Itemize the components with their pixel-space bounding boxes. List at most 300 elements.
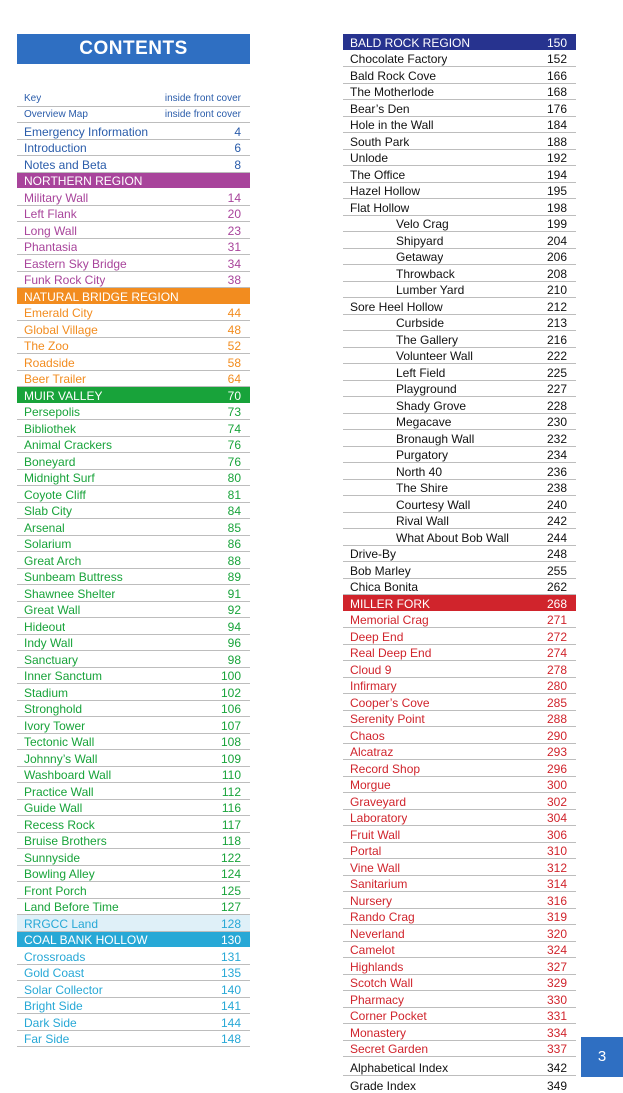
toc-entry-title: Drive-By (350, 547, 396, 561)
toc-entry-page: 262 (547, 580, 567, 594)
toc-entry[interactable] (343, 1024, 576, 1041)
toc-entry-title: Corner Pocket (350, 1009, 427, 1023)
toc-entry-title: Crossroads (24, 950, 85, 964)
toc-entry-page: 4 (234, 125, 241, 139)
toc-entry[interactable] (343, 430, 576, 447)
toc-entry-title: Alcatraz (350, 745, 393, 759)
toc-entry-title: The Shire (350, 481, 448, 495)
toc-entry-title: Recess Rock (24, 818, 95, 832)
toc-entry-title: RRGCC Land (24, 917, 98, 931)
toc-entry[interactable] (343, 331, 576, 348)
toc-entry[interactable] (343, 397, 576, 414)
toc-entry-title: Dark Side (24, 1016, 77, 1030)
toc-entry-title: Coyote Cliff (24, 488, 86, 502)
toc-entry-page: 34 (228, 257, 241, 271)
toc-entry-page: 204 (547, 234, 567, 248)
toc-entry-page: 238 (547, 481, 567, 495)
toc-entry-title: Far Side (24, 1032, 69, 1046)
toc-entry-page: 81 (228, 488, 241, 502)
toc-entry-page: 330 (547, 993, 567, 1007)
toc-entry[interactable] (17, 684, 250, 701)
toc-entry[interactable] (17, 635, 250, 652)
toc-entry-page: 206 (547, 250, 567, 264)
toc-entry-title: Getaway (350, 250, 443, 264)
toc-section-header[interactable] (17, 387, 250, 404)
toc-entry-page: 102 (221, 686, 241, 700)
toc-entry[interactable] (343, 760, 576, 777)
toc-entry[interactable] (343, 216, 576, 233)
toc-section-header[interactable] (17, 932, 250, 949)
toc-entry-page: 236 (547, 465, 567, 479)
toc-entry[interactable] (17, 734, 250, 751)
toc-entry-page: 324 (547, 943, 567, 957)
toc-entry-title: Secret Garden (350, 1042, 428, 1056)
toc-entry-page: 319 (547, 910, 567, 924)
toc-entry-title: Real Deep End (350, 646, 431, 660)
toc-entry-page: 329 (547, 976, 567, 990)
left-column (17, 34, 250, 1047)
toc-entry-title: Land Before Time (24, 900, 119, 914)
toc-entry[interactable] (17, 783, 250, 800)
toc-entry-page: 150 (547, 36, 567, 50)
toc-entry[interactable] (343, 645, 576, 662)
toc-entry[interactable] (17, 123, 250, 140)
toc-entry-title: Midnight Surf (24, 471, 95, 485)
toc-entry-title: Scotch Wall (350, 976, 413, 990)
toc-entry[interactable] (343, 298, 576, 315)
toc-entry[interactable] (343, 777, 576, 794)
toc-entry[interactable] (343, 282, 576, 299)
page-number-badge: 3 (581, 1037, 623, 1077)
toc-entry[interactable] (343, 348, 576, 365)
toc-entry-page: 192 (547, 151, 567, 165)
toc-entry-page: 288 (547, 712, 567, 726)
toc-section-header[interactable] (343, 595, 576, 612)
toc-entry-title: Phantasia (24, 240, 77, 254)
toc-entry[interactable] (343, 529, 576, 546)
toc-entry[interactable] (17, 140, 250, 157)
toc-entry-title: North 40 (350, 465, 442, 479)
toc-entry[interactable] (343, 612, 576, 629)
toc-entry-page: 268 (547, 597, 567, 611)
toc-entry-title: The Office (350, 168, 405, 182)
toc-entry[interactable] (343, 859, 576, 876)
toc-entry[interactable] (17, 1031, 250, 1048)
toc-entry-title: Chocolate Factory (350, 52, 447, 66)
toc-entry-page: 74 (228, 422, 241, 436)
toc-entry-page: 255 (547, 564, 567, 578)
toc-entry[interactable] (17, 602, 250, 619)
toc-entry-title: Cloud 9 (350, 663, 391, 677)
toc-entry-page: 92 (228, 603, 241, 617)
toc-entry-page: 293 (547, 745, 567, 759)
toc-entry[interactable] (343, 711, 576, 728)
toc-list-left (17, 90, 250, 1047)
toc-entry[interactable] (343, 364, 576, 381)
toc-entry[interactable] (343, 925, 576, 942)
toc-entry-page: 216 (547, 333, 567, 347)
toc-entry[interactable] (343, 150, 576, 167)
toc-entry-title: Inner Sanctum (24, 669, 102, 683)
toc-entry[interactable] (17, 618, 250, 635)
toc-entry[interactable] (17, 882, 250, 899)
toc-entry-title: Notes and Beta (24, 158, 107, 172)
toc-entry-page: 306 (547, 828, 567, 842)
toc-entry-title: Volunteer Wall (350, 349, 473, 363)
toc-entry-page: 342 (547, 1061, 567, 1075)
toc-entry-title: Flat Hollow (350, 201, 409, 215)
toc-entry[interactable] (17, 1014, 250, 1031)
toc-entry-title: Purgatory (350, 448, 448, 462)
toc-entry[interactable] (343, 579, 576, 596)
toc-entry[interactable] (17, 536, 250, 553)
toc-entry-title: Ivory Tower (24, 719, 85, 733)
toc-entry[interactable] (17, 965, 250, 982)
toc-entry-title: Bowling Alley (24, 867, 95, 881)
toc-entry[interactable] (343, 117, 576, 134)
toc-entry[interactable] (17, 767, 250, 784)
toc-entry[interactable] (17, 668, 250, 685)
toc-entry-page: 168 (547, 85, 567, 99)
toc-entry[interactable] (17, 569, 250, 586)
toc-entry[interactable] (343, 480, 576, 497)
toc-entry-title: MILLER FORK (350, 597, 430, 611)
toc-entry[interactable] (17, 503, 250, 520)
toc-entry[interactable] (343, 810, 576, 827)
toc-entry-page: 76 (228, 438, 241, 452)
toc-entry[interactable] (17, 371, 250, 388)
toc-entry-page: 296 (547, 762, 567, 776)
toc-entry-page: 117 (222, 818, 241, 832)
toc-entry-page: 85 (228, 521, 241, 535)
toc-entry-title: Sunbeam Buttress (24, 570, 123, 584)
toc-entry[interactable] (17, 701, 250, 718)
toc-entry-title: Laboratory (350, 811, 407, 825)
toc-entry-title: Lumber Yard (350, 283, 464, 297)
toc-entry-page: 94 (228, 620, 241, 634)
toc-entry-page: 152 (547, 52, 567, 66)
toc-entry-page: 222 (547, 349, 567, 363)
toc-entry[interactable] (343, 1008, 576, 1025)
toc-entry[interactable] (343, 562, 576, 579)
toc-entry-page: 38 (228, 273, 241, 287)
toc-entry[interactable] (343, 414, 576, 431)
toc-section-header[interactable] (17, 288, 250, 305)
toc-entry[interactable] (343, 51, 576, 68)
toc-entry-title: Vine Wall (350, 861, 400, 875)
toc-entry-page: inside front cover (165, 92, 241, 106)
toc-entry[interactable] (343, 381, 576, 398)
toc-entry-title: Shipyard (350, 234, 443, 248)
toc-entry-title: Introduction (24, 141, 87, 155)
toc-entry[interactable] (343, 265, 576, 282)
toc-entry[interactable] (17, 453, 250, 470)
toc-entry-title: Infirmary (350, 679, 397, 693)
toc-entry-title: BALD ROCK REGION (350, 36, 470, 50)
toc-entry-title: Unlode (350, 151, 388, 165)
contents-title: CONTENTS (17, 34, 250, 64)
toc-entry[interactable] (17, 981, 250, 998)
toc-entry[interactable] (343, 744, 576, 761)
toc-entry[interactable] (17, 915, 250, 932)
toc-entry[interactable] (343, 249, 576, 266)
toc-entry-page: 112 (222, 785, 241, 799)
toc-entry[interactable] (17, 272, 250, 289)
toc-entry-title: Stadium (24, 686, 68, 700)
toc-entry-page: 96 (228, 636, 241, 650)
toc-entry-title: Left Field (350, 366, 445, 380)
toc-section-header[interactable] (17, 173, 250, 190)
toc-entry-title: Johnny’s Wall (24, 752, 97, 766)
toc-entry[interactable] (17, 899, 250, 916)
toc-entry-title: Funk Rock City (24, 273, 105, 287)
toc-entry-title: Animal Crackers (24, 438, 112, 452)
toc-entry-page: 107 (221, 719, 241, 733)
toc-entry-title: Serenity Point (350, 712, 425, 726)
toc-entry-page: 213 (547, 316, 567, 330)
toc-entry-page: 166 (547, 69, 567, 83)
toc-entry[interactable] (17, 156, 250, 173)
toc-entry-title: Bronaugh Wall (350, 432, 474, 446)
toc-entry-title: Indy Wall (24, 636, 73, 650)
toc-entry[interactable] (343, 991, 576, 1008)
toc-entry[interactable] (343, 232, 576, 249)
toc-entry[interactable] (17, 585, 250, 602)
toc-section-header[interactable] (343, 34, 576, 51)
toc-entry-title: Eastern Sky Bridge (24, 257, 127, 271)
toc-entry-page: 234 (547, 448, 567, 462)
toc-entry[interactable] (343, 133, 576, 150)
toc-entry[interactable] (17, 948, 250, 965)
toc-entry[interactable] (17, 651, 250, 668)
toc-entry-title: Left Flank (24, 207, 77, 221)
toc-entry-title: Overview Map (24, 108, 88, 122)
toc-entry[interactable] (17, 998, 250, 1015)
toc-entry-page: 140 (221, 983, 241, 997)
toc-entry-page: 188 (547, 135, 567, 149)
toc-entry-page: 285 (547, 696, 567, 710)
toc-entry[interactable] (343, 315, 576, 332)
toc-entry[interactable] (17, 338, 250, 355)
toc-entry-title: Persepolis (24, 405, 80, 419)
toc-entry-title: NORTHERN REGION (24, 174, 142, 188)
toc-entry-title: Sanctuary (24, 653, 78, 667)
toc-entry[interactable] (17, 866, 250, 883)
toc-entry[interactable] (17, 321, 250, 338)
toc-entry[interactable] (343, 84, 576, 101)
toc-entry-page: 6 (234, 141, 241, 155)
toc-entry[interactable] (17, 519, 250, 536)
toc-entry-page: 312 (547, 861, 567, 875)
toc-entry-page: 135 (221, 966, 241, 980)
toc-entry-title: Record Shop (350, 762, 420, 776)
toc-entry[interactable] (343, 694, 576, 711)
toc-entry[interactable] (343, 513, 576, 530)
toc-entry[interactable] (17, 354, 250, 371)
toc-entry-title: Grade Index (350, 1079, 416, 1093)
toc-entry[interactable] (343, 199, 576, 216)
toc-entry-title: Monastery (350, 1026, 406, 1040)
toc-entry-title: Shady Grove (350, 399, 466, 413)
toc-entry-title: Rival Wall (350, 514, 449, 528)
toc-entry-title: Solarium (24, 537, 71, 551)
toc-entry-title: South Park (350, 135, 409, 149)
toc-entry-title: Rando Crag (350, 910, 415, 924)
toc-entry[interactable] (343, 727, 576, 744)
toc-entry[interactable] (17, 239, 250, 256)
toc-entry-title: Stronghold (24, 702, 82, 716)
toc-entry[interactable] (343, 1076, 576, 1093)
toc-entry-title: Neverland (350, 927, 405, 941)
toc-entry-page: 110 (222, 768, 241, 782)
toc-entry[interactable] (343, 628, 576, 645)
toc-entry[interactable] (17, 305, 250, 322)
toc-entry-title: Practice Wall (24, 785, 94, 799)
toc-entry-page: 89 (228, 570, 241, 584)
toc-entry-title: Nursery (350, 894, 392, 908)
toc-entry[interactable] (17, 552, 250, 569)
toc-entry-page: 128 (221, 917, 241, 931)
toc-entry-page: 337 (547, 1042, 567, 1056)
toc-entry-page: 20 (228, 207, 241, 221)
toc-entry-page: 124 (221, 867, 241, 881)
toc-entry-title: Washboard Wall (24, 768, 111, 782)
toc-entry-page: 349 (547, 1079, 567, 1093)
toc-entry-title: Hazel Hollow (350, 184, 420, 198)
toc-entry[interactable] (17, 816, 250, 833)
toc-entry-title: NATURAL BRIDGE REGION (24, 290, 179, 304)
toc-entry-page: 58 (228, 356, 241, 370)
toc-entry-page: 31 (228, 240, 241, 254)
toc-entry[interactable] (17, 255, 250, 272)
toc-entry-page: 310 (547, 844, 567, 858)
toc-entry-page: 194 (547, 168, 567, 182)
toc-entry-page: 302 (547, 795, 567, 809)
toc-entry[interactable] (17, 90, 250, 107)
toc-entry-page: 14 (228, 191, 241, 205)
toc-entry[interactable] (343, 496, 576, 513)
toc-entry[interactable] (17, 206, 250, 223)
toc-entry[interactable] (343, 67, 576, 84)
toc-entry-title: Morgue (350, 778, 391, 792)
toc-entry[interactable] (343, 183, 576, 200)
toc-entry[interactable] (343, 975, 576, 992)
toc-entry[interactable] (17, 833, 250, 850)
toc-entry-page: 300 (547, 778, 567, 792)
toc-entry-page: 232 (547, 432, 567, 446)
toc-entry-page: 230 (547, 415, 567, 429)
toc-entry-title: Shawnee Shelter (24, 587, 115, 601)
toc-entry-page: 84 (228, 504, 241, 518)
toc-entry-title: Hideout (24, 620, 65, 634)
toc-entry[interactable] (343, 100, 576, 117)
toc-entry-page: 73 (228, 405, 241, 419)
toc-entry[interactable] (17, 437, 250, 454)
toc-entry-title: Guide Wall (24, 801, 82, 815)
toc-entry[interactable] (343, 166, 576, 183)
toc-entry-title: COAL BANK HOLLOW (24, 933, 148, 947)
toc-entry-page: 199 (547, 217, 567, 231)
toc-entry[interactable] (17, 222, 250, 239)
toc-entry-page: 320 (547, 927, 567, 941)
toc-entry-title: Bright Side (24, 999, 83, 1013)
toc-entry-title: Bob Marley (350, 564, 411, 578)
toc-entry[interactable] (343, 678, 576, 695)
toc-entry-page: 225 (547, 366, 567, 380)
toc-entry[interactable] (17, 404, 250, 421)
toc-entry[interactable] (17, 189, 250, 206)
toc-entry[interactable] (343, 546, 576, 563)
toc-entry-page: 248 (547, 547, 567, 561)
toc-entry[interactable] (343, 876, 576, 893)
toc-entry-page: 91 (228, 587, 241, 601)
toc-entry-page: 278 (547, 663, 567, 677)
toc-entry[interactable] (17, 470, 250, 487)
toc-entry[interactable] (343, 826, 576, 843)
toc-entry-title: Portal (350, 844, 381, 858)
toc-entry-page: 52 (228, 339, 241, 353)
toc-entry-title: Hole in the Wall (350, 118, 434, 132)
toc-entry[interactable] (17, 107, 250, 124)
toc-entry-title: Bear’s Den (350, 102, 410, 116)
toc-entry[interactable] (343, 447, 576, 464)
toc-entry[interactable] (343, 909, 576, 926)
toc-entry-title: Arsenal (24, 521, 65, 535)
toc-entry-title: Emergency Information (24, 125, 148, 139)
toc-entry-title: Camelot (350, 943, 395, 957)
toc-entry[interactable] (343, 1057, 576, 1076)
toc-entry[interactable] (343, 661, 576, 678)
right-column (343, 34, 576, 1093)
toc-entry-title: The Motherlode (350, 85, 434, 99)
toc-entry[interactable] (17, 750, 250, 767)
toc-entry-page: 100 (221, 669, 241, 683)
toc-entry[interactable] (17, 849, 250, 866)
toc-entry-title: MUIR VALLEY (24, 389, 102, 403)
toc-entry[interactable] (343, 892, 576, 909)
toc-entry[interactable] (343, 958, 576, 975)
toc-entry-title: Cooper’s Cove (350, 696, 430, 710)
toc-entry-page: inside front cover (165, 108, 241, 122)
toc-entry[interactable] (343, 942, 576, 959)
toc-entry-title: Slab City (24, 504, 72, 518)
toc-entry[interactable] (343, 1041, 576, 1058)
toc-entry-page: 144 (221, 1016, 241, 1030)
toc-entry-page: 280 (547, 679, 567, 693)
toc-entry[interactable] (17, 420, 250, 437)
toc-entry[interactable] (17, 486, 250, 503)
toc-entry-title: Chica Bonita (350, 580, 418, 594)
toc-entry-page: 48 (228, 323, 241, 337)
toc-entry-page: 198 (547, 201, 567, 215)
toc-entry[interactable] (17, 800, 250, 817)
toc-entry-page: 106 (221, 702, 241, 716)
toc-list-right (343, 34, 576, 1093)
toc-entry-title: Courtesy Wall (350, 498, 470, 512)
toc-entry[interactable] (343, 793, 576, 810)
toc-entry-title: Great Arch (24, 554, 81, 568)
toc-entry-page: 86 (228, 537, 241, 551)
toc-entry-page: 108 (221, 735, 241, 749)
toc-entry-page: 195 (547, 184, 567, 198)
toc-entry[interactable] (343, 843, 576, 860)
toc-entry-title: Bruise Brothers (24, 834, 107, 848)
toc-entry[interactable] (343, 463, 576, 480)
toc-entry-page: 118 (222, 834, 241, 848)
toc-entry[interactable] (17, 717, 250, 734)
toc-entry-page: 271 (547, 613, 567, 627)
toc-entry-title: Chaos (350, 729, 385, 743)
